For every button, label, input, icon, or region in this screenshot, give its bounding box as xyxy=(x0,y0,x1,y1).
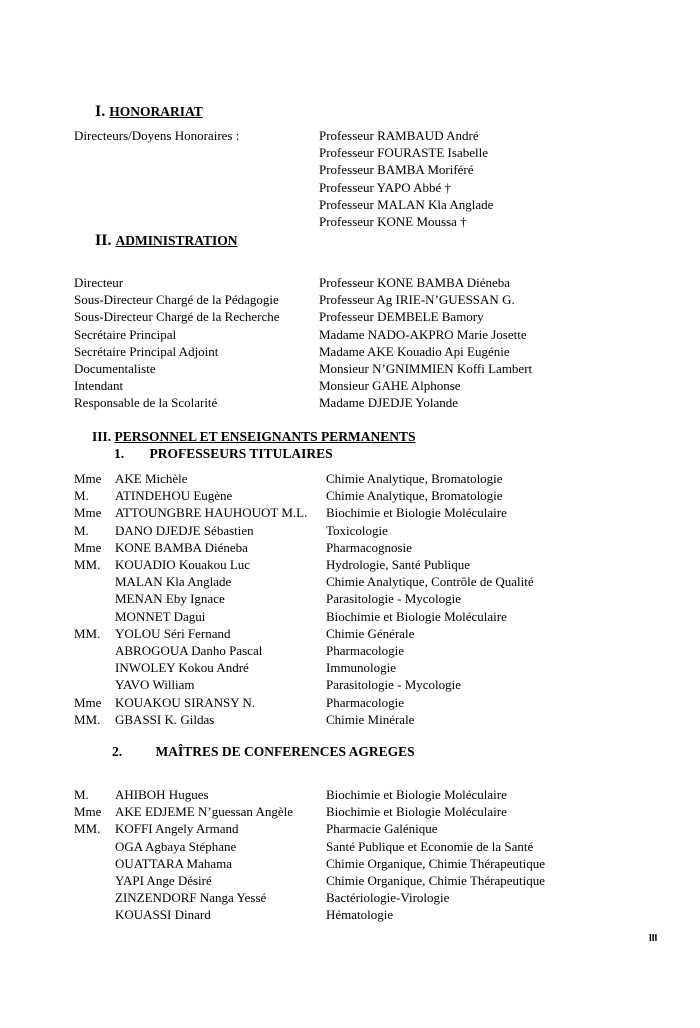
civility: MM. xyxy=(74,711,101,727)
admin-role: Directeur xyxy=(74,275,124,290)
admin-role: Secrétaire Principal Adjoint xyxy=(74,343,219,359)
civility: Mme xyxy=(74,539,102,555)
subsection-number: 1. xyxy=(114,446,125,461)
admin-name: Madame AKE Kouadio Api Eugénie xyxy=(319,343,510,359)
professor-name: INWOLEY Kokou André xyxy=(115,660,249,676)
honorary-name: Professeur BAMBA Moriféré xyxy=(319,162,474,178)
lecturer-field: Pharmacie Galénique xyxy=(326,821,438,837)
professor-name: MENAN Eby Ignace xyxy=(115,591,225,607)
professor-name: ABROGOUA Danho Pascal xyxy=(115,643,263,658)
professor-field: Pharmacologie xyxy=(326,643,404,658)
section-number: III. xyxy=(92,429,112,444)
lecturer-field: Bactériologie-Virologie xyxy=(326,890,450,906)
civility: M. xyxy=(74,522,89,538)
honorary-name: Professeur YAPO Abbé † xyxy=(319,179,452,195)
admin-name: Professeur Ag IRIE-N’GUESSAN G. xyxy=(319,292,515,308)
civility: M. xyxy=(74,787,89,802)
lecturer-name: KOFFI Angely Armand xyxy=(115,821,239,837)
section-title: HONORARIAT xyxy=(109,104,203,119)
lecturer-name: ZINZENDORF Nanga Yessé xyxy=(115,890,267,906)
subsection-title: PROFESSEURS TITULAIRES xyxy=(149,446,333,461)
civility: MM. xyxy=(74,557,101,572)
civility: Mme xyxy=(74,471,102,486)
admin-role: Responsable de la Scolarité xyxy=(74,395,218,411)
professor-name: MONNET Dagui xyxy=(115,608,206,624)
section-number: I. xyxy=(95,103,106,120)
professor-field: Chimie Minérale xyxy=(326,711,415,727)
professor-field: Chimie Analytique, Bromatologie xyxy=(326,488,503,504)
professor-field: Chimie Analytique, Contrôle de Qualité xyxy=(326,574,534,590)
lecturer-field: Hématologie xyxy=(326,907,394,923)
professor-name: KOUADIO Kouakou Luc xyxy=(115,557,251,572)
lecturer-field: Santé Publique et Economie de la Santé xyxy=(326,838,534,854)
professor-field: Immunologie xyxy=(326,660,397,676)
professor-field: Parasitologie - Mycologie xyxy=(326,677,462,693)
civility: Mme xyxy=(74,804,102,820)
civility: MM. xyxy=(74,625,101,641)
admin-name: Professeur DEMBELE Bamory xyxy=(319,309,484,325)
lecturer-field: Chimie Organique, Chimie Thérapeutique xyxy=(326,873,546,888)
professor-field: Biochimie et Biologie Moléculaire xyxy=(326,505,507,521)
lecturer-name: AKE EDJEME N’guessan Angèle xyxy=(115,804,293,820)
subsection-title: MAÎTRES DE CONFERENCES AGREGES xyxy=(155,744,415,759)
lecturer-field: Biochimie et Biologie Moléculaire xyxy=(326,787,507,802)
subsection-number: 2. xyxy=(112,744,123,759)
professor-field: Hydrologie, Santé Publique xyxy=(326,557,471,572)
professor-name: YAVO William xyxy=(115,677,195,693)
professor-name: KONE BAMBA Diéneba xyxy=(115,539,248,555)
section-heading-personnel xyxy=(92,428,415,445)
professor-name: AKE Michèle xyxy=(115,471,188,486)
page-number: III xyxy=(649,933,658,944)
section-title: ADMINISTRATION xyxy=(115,233,238,248)
section-heading-administration xyxy=(95,232,237,249)
admin-name: Professeur KONE BAMBA Diéneba xyxy=(319,275,511,290)
professor-field: Pharmacognosie xyxy=(326,539,412,555)
civility: M. xyxy=(74,488,89,504)
civility: Mme xyxy=(74,505,102,521)
civility: MM. xyxy=(74,821,101,837)
lecturer-field: Chimie Organique, Chimie Thérapeutique xyxy=(326,855,546,871)
professor-field: Toxicologie xyxy=(326,522,388,538)
lecturer-field: Biochimie et Biologie Moléculaire xyxy=(326,804,507,820)
honorary-name: Professeur RAMBAUD André xyxy=(319,128,479,143)
professor-field: Biochimie et Biologie Moléculaire xyxy=(326,608,507,624)
admin-name: Monsieur N’GNIMMIEN Koffi Lambert xyxy=(319,361,533,376)
admin-name: Madame DJEDJE Yolande xyxy=(319,395,459,411)
civility: Mme xyxy=(74,694,102,710)
admin-name: Monsieur GAHE Alphonse xyxy=(319,378,461,394)
professor-name: GBASSI K. Gildas xyxy=(115,711,215,727)
professor-field: Chimie Générale xyxy=(326,625,415,641)
lecturer-name: OGA Agbaya Stéphane xyxy=(115,838,237,854)
admin-role: Secrétaire Principal xyxy=(74,326,177,342)
admin-role: Documentaliste xyxy=(74,361,156,376)
lecturer-name: AHIBOH Hugues xyxy=(115,787,209,802)
professor-name: KOUAKOU SIRANSY N. xyxy=(115,694,255,710)
subsection-heading-maitres xyxy=(112,743,415,760)
section-heading-honorariat xyxy=(95,103,203,120)
admin-name: Madame NADO-AKPRO Marie Josette xyxy=(319,326,527,342)
honorary-name: Professeur KONE Moussa † xyxy=(319,214,467,229)
honorary-name: Professeur FOURASTE Isabelle xyxy=(319,145,488,161)
subsection-heading-professeurs xyxy=(114,445,333,462)
professor-field: Chimie Analytique, Bromatologie xyxy=(326,471,503,486)
section-title: PERSONNEL ET ENSEIGNANTS PERMANENTS xyxy=(114,429,416,444)
professor-name: ATTOUNGBRE HAUHOUOT M.L. xyxy=(115,505,308,521)
admin-role: Sous-Directeur Chargé de la Recherche xyxy=(74,309,280,325)
professor-field: Pharmacologie xyxy=(326,694,404,710)
professor-name: MALAN Kla Anglade xyxy=(115,574,232,590)
admin-role: Sous-Directeur Chargé de la Pédagogie xyxy=(74,292,279,308)
admin-role: Intendant xyxy=(74,378,124,394)
lecturer-name: OUATTARA Mahama xyxy=(115,855,233,871)
professor-name: DANO DJEDJE Sébastien xyxy=(115,522,254,538)
section-number: II. xyxy=(95,232,112,249)
professor-name: ATINDEHOU Eugène xyxy=(115,488,233,504)
honorary-label: Directeurs/Doyens Honoraires : xyxy=(74,128,240,143)
lecturer-name: YAPI Ange Désiré xyxy=(115,873,212,888)
professor-name: YOLOU Séri Fernand xyxy=(115,625,231,641)
honorary-name: Professeur MALAN Kla Anglade xyxy=(319,196,494,212)
professor-field: Parasitologie - Mycologie xyxy=(326,591,462,607)
lecturer-name: KOUASSI Dinard xyxy=(115,907,211,923)
